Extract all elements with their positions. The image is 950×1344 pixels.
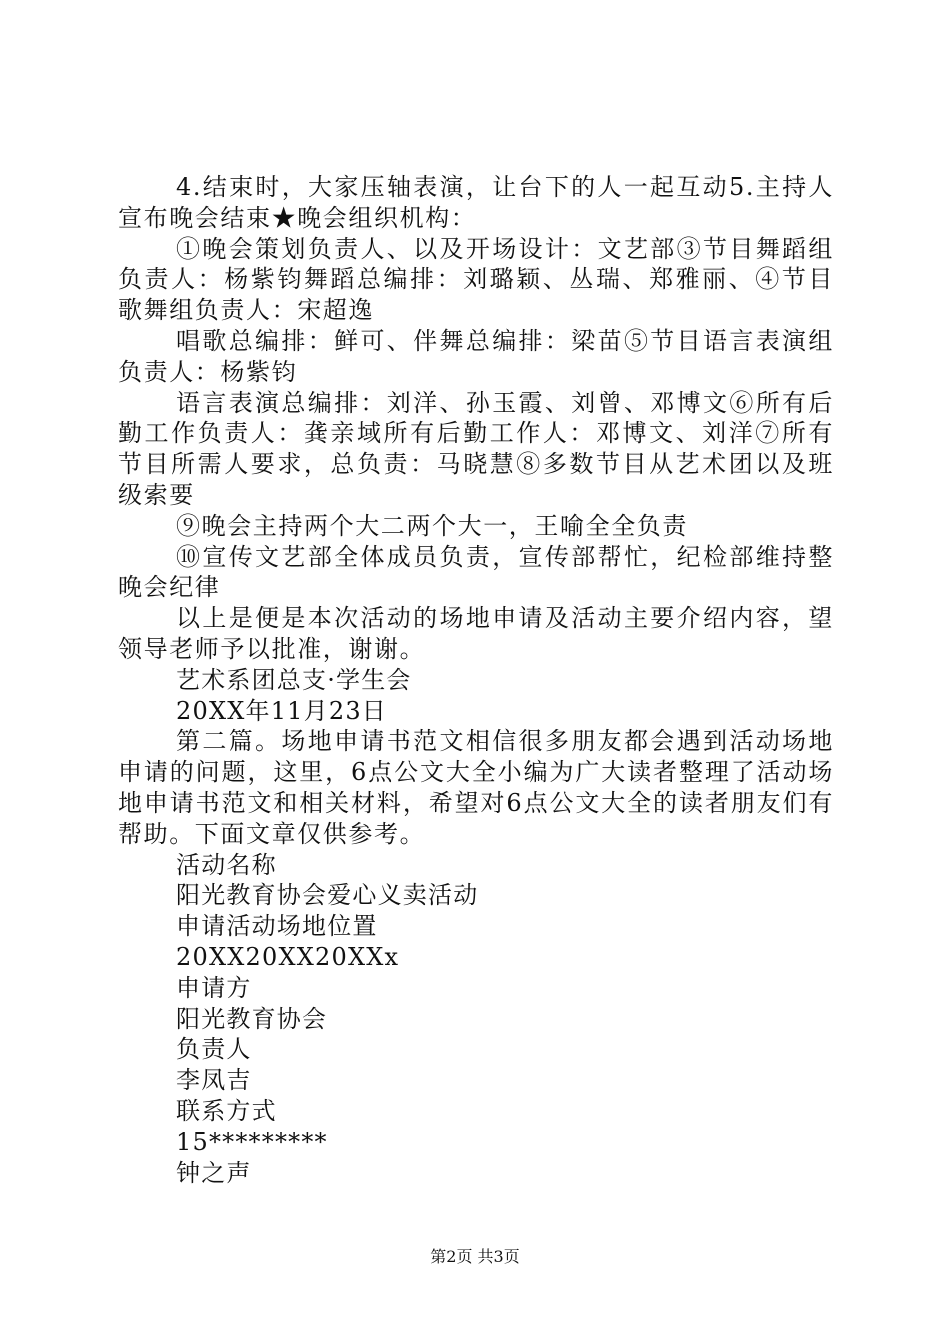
person-value: 李凤吉 (176, 1066, 252, 1095)
signature-date: 20XX年11月23日 (176, 696, 387, 725)
activity-name-value: 阳光教育协会爱心义卖活动 (176, 881, 479, 910)
applicant-value: 阳光教育协会 (176, 1004, 328, 1033)
document-body (118, 172, 834, 1188)
contact-value: 15********* (176, 1127, 328, 1156)
paragraph-organizers-dance: ①晚会策划负责人、以及开场设计：文艺部③节目舞蹈组负责人：杨紫钧舞蹈总编排：刘璐颖、丛瑞、郑雅丽、④节目歌舞组负责人：宋超逸 (118, 234, 834, 325)
paragraph-logistics: 语言表演总编排：刘洋、孙玉霞、刘曾、邓博文⑥所有后勤工作负责人：龚亲域所有后勤工作人：邓博文、刘洋⑦所有节目所需人要求，总负责：马晓慧⑧多数节目从艺术团以及班级索要 (118, 388, 834, 509)
page-footer: 第2页 共3页 (430, 1247, 520, 1266)
paragraph-singing-language: 唱歌总编排：鲜可、伴舞总编排：梁苗⑤节目语言表演组负责人：杨紫钧 (118, 326, 834, 386)
applicant-label: 申请方 (176, 973, 252, 1002)
trailing-text: 钟之声 (176, 1158, 252, 1187)
contact-label: 联系方式 (176, 1096, 277, 1125)
signature-org: 艺术系团总支·学生会 (176, 665, 412, 694)
paragraph-hosts: ⑨晚会主持两个大二两个大一，王喻全全负责 (176, 511, 688, 540)
paragraph-closing-and-organization: 4.结束时，大家压轴表演，让台下的人一起互动5.主持人宣布晚会结束★晚会组织机构： (118, 173, 834, 232)
paragraph-second-article-intro: 第二篇。场地申请书范文相信很多朋友都会遇到活动场地申请的问题，这里，6点公文大全小编为广大读者整理了活动场地申请书范文和相关材料，希望对6点公文大全的读者朋友们有帮助。下面文章仅供参考。 (118, 727, 834, 848)
location-label: 申请活动场地位置 (176, 912, 378, 941)
location-value: 20XX20XX20XXx (176, 942, 400, 971)
paragraph-publicity: ⑩宣传文艺部全体成员负责，宣传部帮忙，纪检部维持整晚会纪律 (118, 542, 834, 602)
activity-name-label: 活动名称 (176, 850, 277, 879)
person-label: 负责人 (176, 1035, 252, 1064)
paragraph-request-approval: 以上是便是本次活动的场地申请及活动主要介绍内容，望领导老师予以批准，谢谢。 (118, 604, 834, 663)
